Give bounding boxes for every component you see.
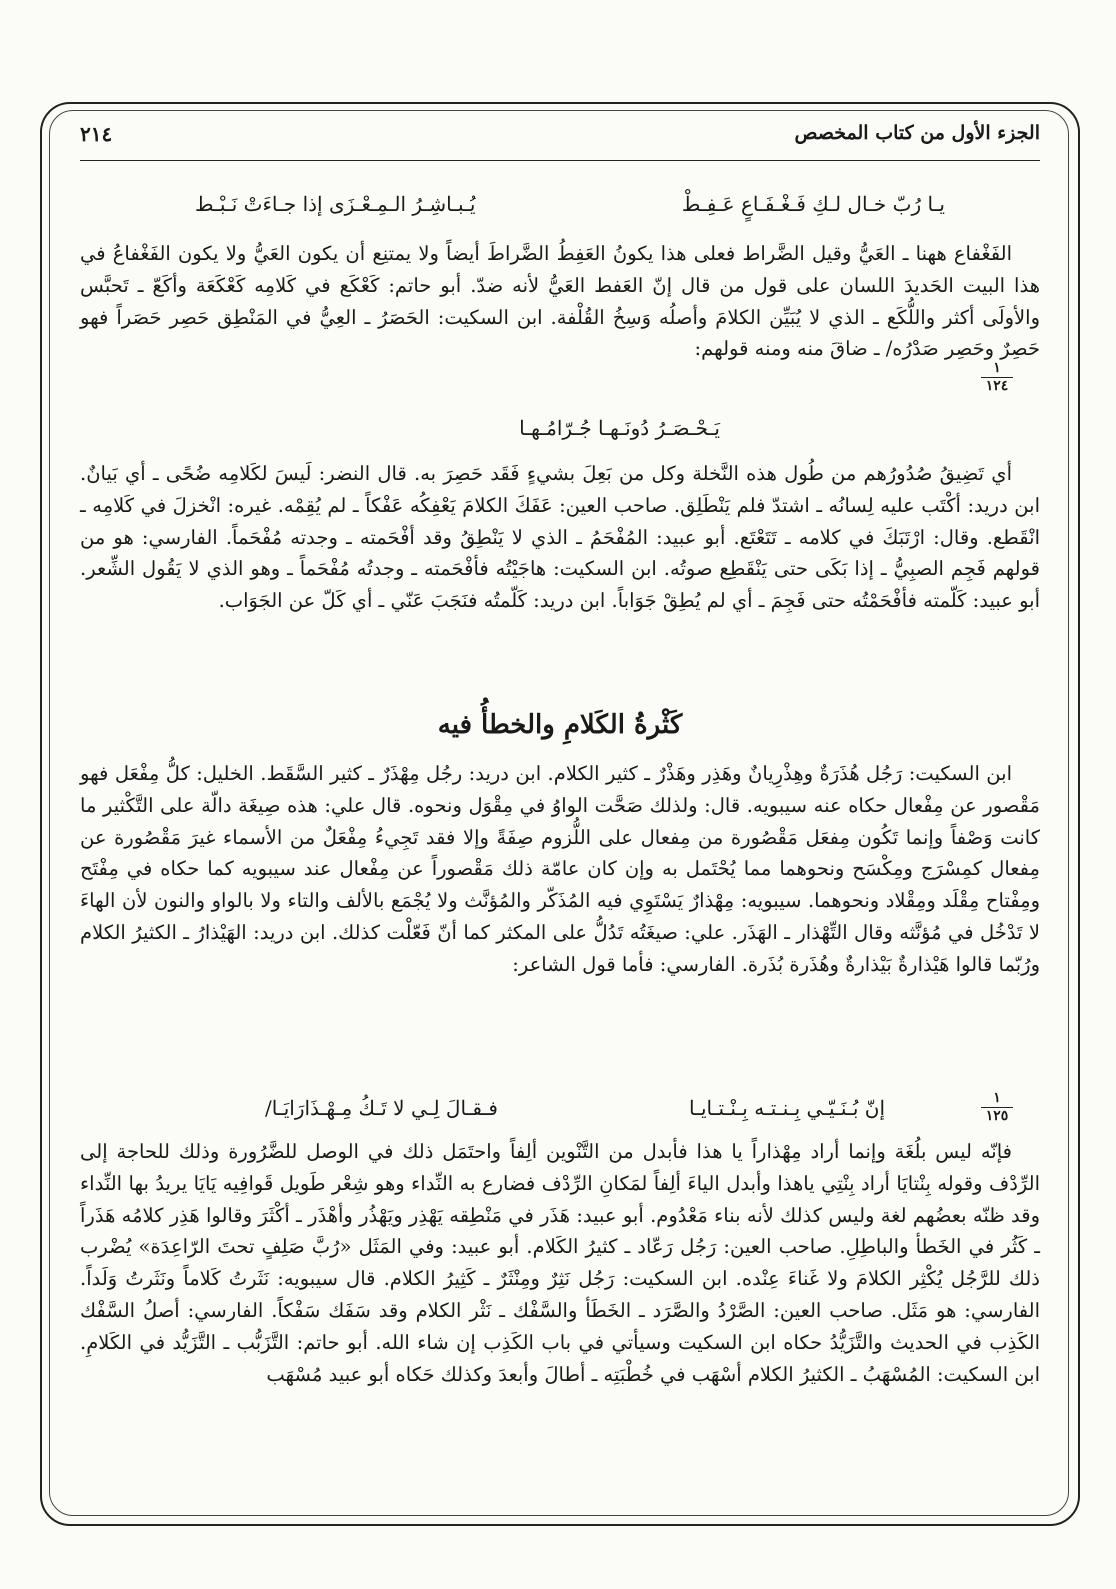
section-heading: كَثْرةُ الكَلامِ والخطأُ فيه [437,710,683,740]
verse-1-left-hemistich: يُـبـاشِـرُ الـمِـعْـزَى إذا جـاءَتْ نَـبْـط [195,192,476,216]
paragraph-3-text: ابن السكيت: رَجُل هُذَرَةٌ وهِذْرِيانٌ وهَذِر وهَذْرٌ ـ كثير الكلام. ابن دريد: رجُل مِهْذَرٌ ـ كثير السَّقَط. الخليل: كلُّ مِفْعَل فهو مَقْصور عن مِفْعال حكاه عنه سيبويه. قال: ولذلك صَحَّت الواوُ في مِقْوَل ونحوه. قال علي: هذه صِيغَة دالّة على التَّكْثير ما كانت وَصْفاً وإنما تَكُون مِفعَل مَقْصُورة من مِفعال على اللُّزوم صِفَةً وإلا فقد تَجِيءُ مِفْعَلٌ من الأسماء غيرَ مَقْصُورة عن مِفعال كمِسْرَج ومِكْسَح ونحوهما مما يُحْتَمل به وإن كان عامّة ذلك مَقْصوراً عن مِفْعال عند سيبويه كما حكاه في مِفْتَح ومِفْتاح مِقْلَد ومِقْلاد ونحوهما. سيبويه: مِهْذارٌ يَسْتَوِي فيه المُذَكّر والمُؤنَّث ولا يُجْمَع بالألف والتاء ولا بالواو والنون لأن الهاءَ لا تَدْخُل في مُؤنَّثه وقال التِّهْذار ـ الهَذَر. علي: صيغَتُه تَدُلُّ على المكثر كما أنّ فَعّلْت كذلك. ابن دريد: الهَيْذارُ ـ الكثيرُ الكلام ورُبّما قالوا هَيْذارةٌ بَيْذارةٌ وهُذَرة بُذَرة. الفارسي: فأما قول الشاعر: [80,762,1040,976]
book-title: الجزء الأول من كتاب المخصص [794,122,1040,144]
paragraph-4-text: فإنّه ليس بلُغَة وإنما أراد مِهْذاراً يا هذا فأبدل من التَّنْوين ألِفاً واحتَمَل ذلك في الوصل للضَّرُورة وذلك للحاجة إلى الرِّدْف وقوله بِنْتايَا أراد بِنْتِي ياهذا وأبدل الياءَ ألِفاً لمَكانِ الرِّدْف فضارع به النِّداء وهو شِعْر طَويل قَوافِيه يَايَا يريدُ بها النِّداء وقد ظنّه بعضُهم لغة وليس كذلك لأنه بناء مَعْدُوم. أبو عبيد: هَذَر في مَنْطِقه يَهْذِر ويَهْذُر وأهْذَر ـ أكْثَرَ وقالوا هَذِر كلامُه هَذَراً ـ كَثُر في الخَطأ والباطِلِ. صاحب العين: رَجُل رَعّاد ـ كثيرُ الكَلام. أبو عبيد: وفي المَثَل «رُبَّ صَلِفٍ تحتَ الرّاعِدَة» يُضْرب ذلك للرَّجُل يُكْثِر الكلامَ ولا غَناءَ عِنْده. ابن السكيت: رَجُل نَثِرٌ ومِنْثَرٌ ـ كَثِيرُ الكلام. قال سيبويه: نَثَرتُ كَلاماً ونَثَرتُ وَلَداً. الفارسي: هو مَثَل. صاحب العين: الصَّرْدُ والصَّرَد ـ الخَطَأ والسَّفْك ـ نَثْر الكلام وقد سَفَك سَفْكاً. الفارسي: أصلُ السَّفْك الكَذِب في الحديث والتَّزَيُّدُ حكاه ابن السكيت وسيأتي في باب الكَذِب إن شاء الله. أبو حاتم: التَّزَبُّب ـ التَّزَيُّد في الكَلامِ. ابن السكيت: المُسْهَبُ ـ الكثيرُ الكلام أسْهَب في خُطْبَتِه ـ أطالَ وأبعدَ وكذلك حَكاه أبو عبيد مُسْهَب [80,1140,1040,1386]
paragraph-3 [80,758,1040,981]
paragraph-4 [80,1136,1040,1390]
paragraph-2-text: أي تَضِيقُ صُدُورُهم من طُول هذه النَّخلة وكل من بَعِلَ بشيءٍ فَقَد حَصِرَ به. قال النضر: لَيسَ لكَلامِه ضُحًى ـ أي بَيانٌ. ابن دريد: أكْتَب عليه لِسانُه ـ اشتدّ فلم يَنْطَلِق. صاحب العين: عَفَكَ الكلامَ يَعْفِكُه عَفْكاً ـ لم يُقِمْه. غيره: انْخزلَ في كَلامِه ـ انْقَطع. وقال: ارْتَبَكَ في كلامه ـ تَتَعْتَع. أبو عبيد: المُفْحَمُ ـ الذي لا يَنْطِقُ وقد أفْحَمته ـ وجدته مُفْحَماً. الفارسي: هو من قولهم فَجِم الصبِيُّ ـ إذا بَكَى حتى يَنْقَطِع صوتُه. ابن السكيت: هاجَيْتُه فأفْحَمته ـ وجدتُه مُفْحَماً ـ وهو الذي لا يَقُول الشِّعر. أبو عبيد: كَلّمته فأفْحَمْتُه حتى فَجِمَ ـ أي لم يُطِقْ جَوَاباً. ابن دريد: كَلّمتُه فنَجَبَ عَنّي ـ أي كَلّ عن الجَوَاب. [80,462,1040,613]
header-rule [80,160,1040,161]
verse-3-right-hemistich: إنّ بُـنَـيّـي بِـنـتـه بِـنْـتـايـا [689,1096,885,1120]
verse-3-left-hemistich: فـقـالَ لِـي لا تَـكُ مِـهْـذَارَايَـا/ [265,1096,498,1120]
margin-note-124-bottom: ١٢٤ [985,378,1009,394]
verse-2 [80,410,1040,450]
margin-note-124-top: ١ [993,360,1001,376]
paragraph-2 [80,458,1040,617]
verse-3 [80,1090,1040,1130]
page-number: ٢١٤ [80,122,113,146]
margin-note-125-bottom: ١٢٥ [985,1108,1009,1124]
paragraph-1-text: الفَغْفاع ههنا ـ العَيُّ وقيل الضَّراط فعلى هذا يكونُ العَفِطُ الضَّراطَ أيضاً ولا يمتنِع أن يكون العَيُّ ولا يكون الفَغْفاعُ في هذا البيت الحَديدَ اللسان على قول من قال إنّ العَفط العَيُّ لأنه ضدّ. أبو حاتم: كَعْكَع في كَلامِه كَعْكَعَة وأكَعّ ـ تَحبَّس والأولَى أكثر واللُّكَع ـ الذي لا يُبَيِّن الكلامَ وأصلُه وَسِخُ القُلْفة. ابن السكيت: الحَصَرُ ـ العِيُّ في المَنْطِق حَصِر حَصَراً فهو حَصِرٌ وحَصِر صَدْرُه/ ـ ضاقَ منه ومنه قولهم: [80,242,1040,361]
verse-1-right-hemistich: يـا رُبّ خـال لـكِ فَـغْـفَـاعٍ عَـفِـطْ [681,192,945,216]
margin-note-125-top: ١ [993,1090,1001,1106]
paragraph-1 [80,238,1040,365]
verse-2-text: يَـحْـصَـرُ دُونَـهـا جُـرّامُـهـا [519,416,720,440]
running-header [80,118,1040,152]
margin-note-124 [975,362,1019,393]
verse-1 [80,186,1040,226]
